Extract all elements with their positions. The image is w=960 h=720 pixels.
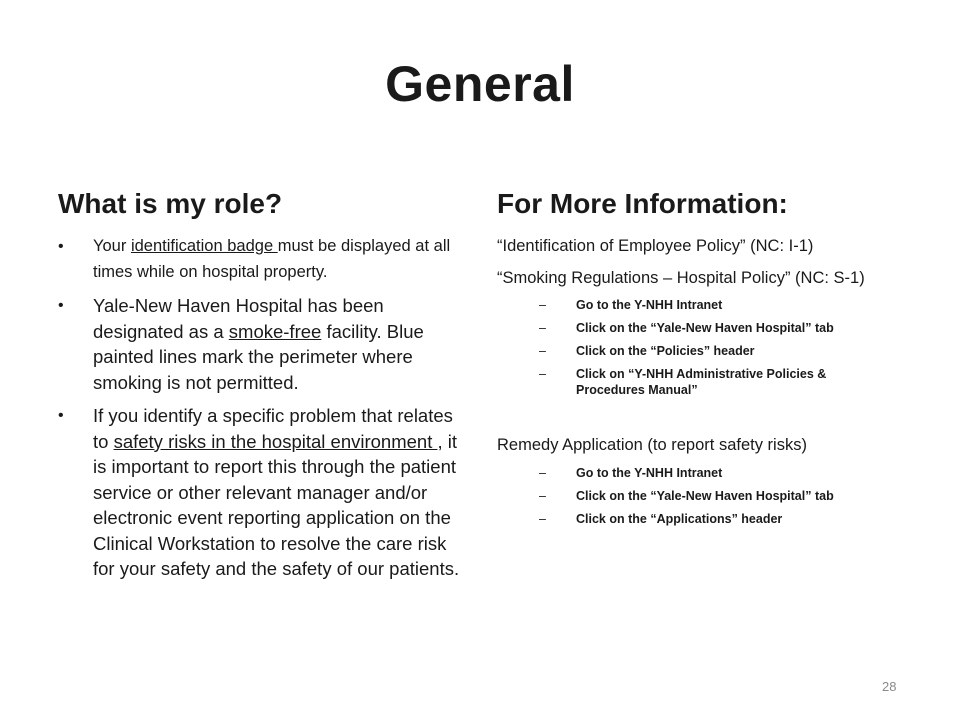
step-item	[497, 297, 897, 313]
bullet-text: Your	[93, 237, 131, 255]
bullet-text: facility. Blue painted lines mark the perimeter where smoking is not permitted.	[93, 320, 424, 393]
step-item	[497, 465, 897, 481]
underlined-term: identification badge	[130, 237, 278, 255]
dash-icon: –	[539, 344, 546, 358]
intranet-steps-list	[497, 297, 897, 398]
step-text: Click on the “Yale-New Haven Hospital” tab	[576, 321, 834, 335]
bullet-icon: •	[58, 297, 64, 314]
bullet-item	[58, 403, 468, 582]
policy-reference: “Smoking Regulations – Hospital Policy” (NC: S-1)	[497, 268, 865, 287]
bullet-text: must be displayed at all times while on hospital property.	[93, 237, 451, 281]
dash-icon: –	[539, 298, 546, 312]
step-text: Click on the “Yale-New Haven Hospital” tab	[576, 488, 834, 503]
bullet-text: If you identify a specific problem that relates to	[93, 405, 453, 452]
step-item	[497, 320, 897, 336]
step-text: Click on the “Applications” header	[576, 511, 783, 526]
bullet-text: , it is important to report this through the patient service or other relevant manager and/or electronic event reporting application on the Clinical Workstation to resolve the care risk for your safety and the safety of our patients.	[93, 430, 460, 579]
step-item	[497, 343, 897, 359]
bullet-item	[58, 234, 468, 285]
step-text: Go to the Y-NHH Intranet	[576, 465, 723, 480]
bullet-item	[58, 293, 468, 395]
right-column-heading: For More Information:	[497, 188, 788, 219]
dash-icon: –	[539, 488, 546, 503]
role-bullet-list	[58, 234, 468, 590]
step-text: Click on the “Policies” header	[576, 344, 755, 358]
step-item	[497, 488, 897, 504]
left-column-heading: What is my role?	[58, 188, 283, 219]
bullet-icon: •	[58, 407, 64, 424]
step-text: Click on “Y-NHH Administrative Policies & Procedures Manual”	[576, 367, 827, 397]
more-info-block	[497, 234, 897, 534]
dash-icon: –	[539, 465, 546, 480]
step-item	[497, 366, 897, 398]
step-text: Go to the Y-NHH Intranet	[576, 298, 723, 312]
dash-icon: –	[539, 321, 546, 335]
page-number: 28	[882, 679, 897, 694]
dash-icon: –	[539, 511, 546, 526]
underlined-term: safety risks in the hospital environment	[113, 430, 438, 452]
policy-reference: “Identification of Employee Policy” (NC: I-1)	[497, 237, 814, 255]
step-item	[497, 511, 897, 527]
application-steps-list	[497, 465, 897, 527]
dash-icon: –	[539, 367, 546, 381]
application-reference: Remedy Application (to report safety risks)	[497, 436, 807, 454]
bullet-icon: •	[58, 238, 64, 255]
slide-title: General	[385, 56, 575, 112]
underlined-term: smoke-free	[228, 320, 322, 342]
bullet-text: Yale-New Haven Hospital has been designated as a	[93, 295, 384, 342]
